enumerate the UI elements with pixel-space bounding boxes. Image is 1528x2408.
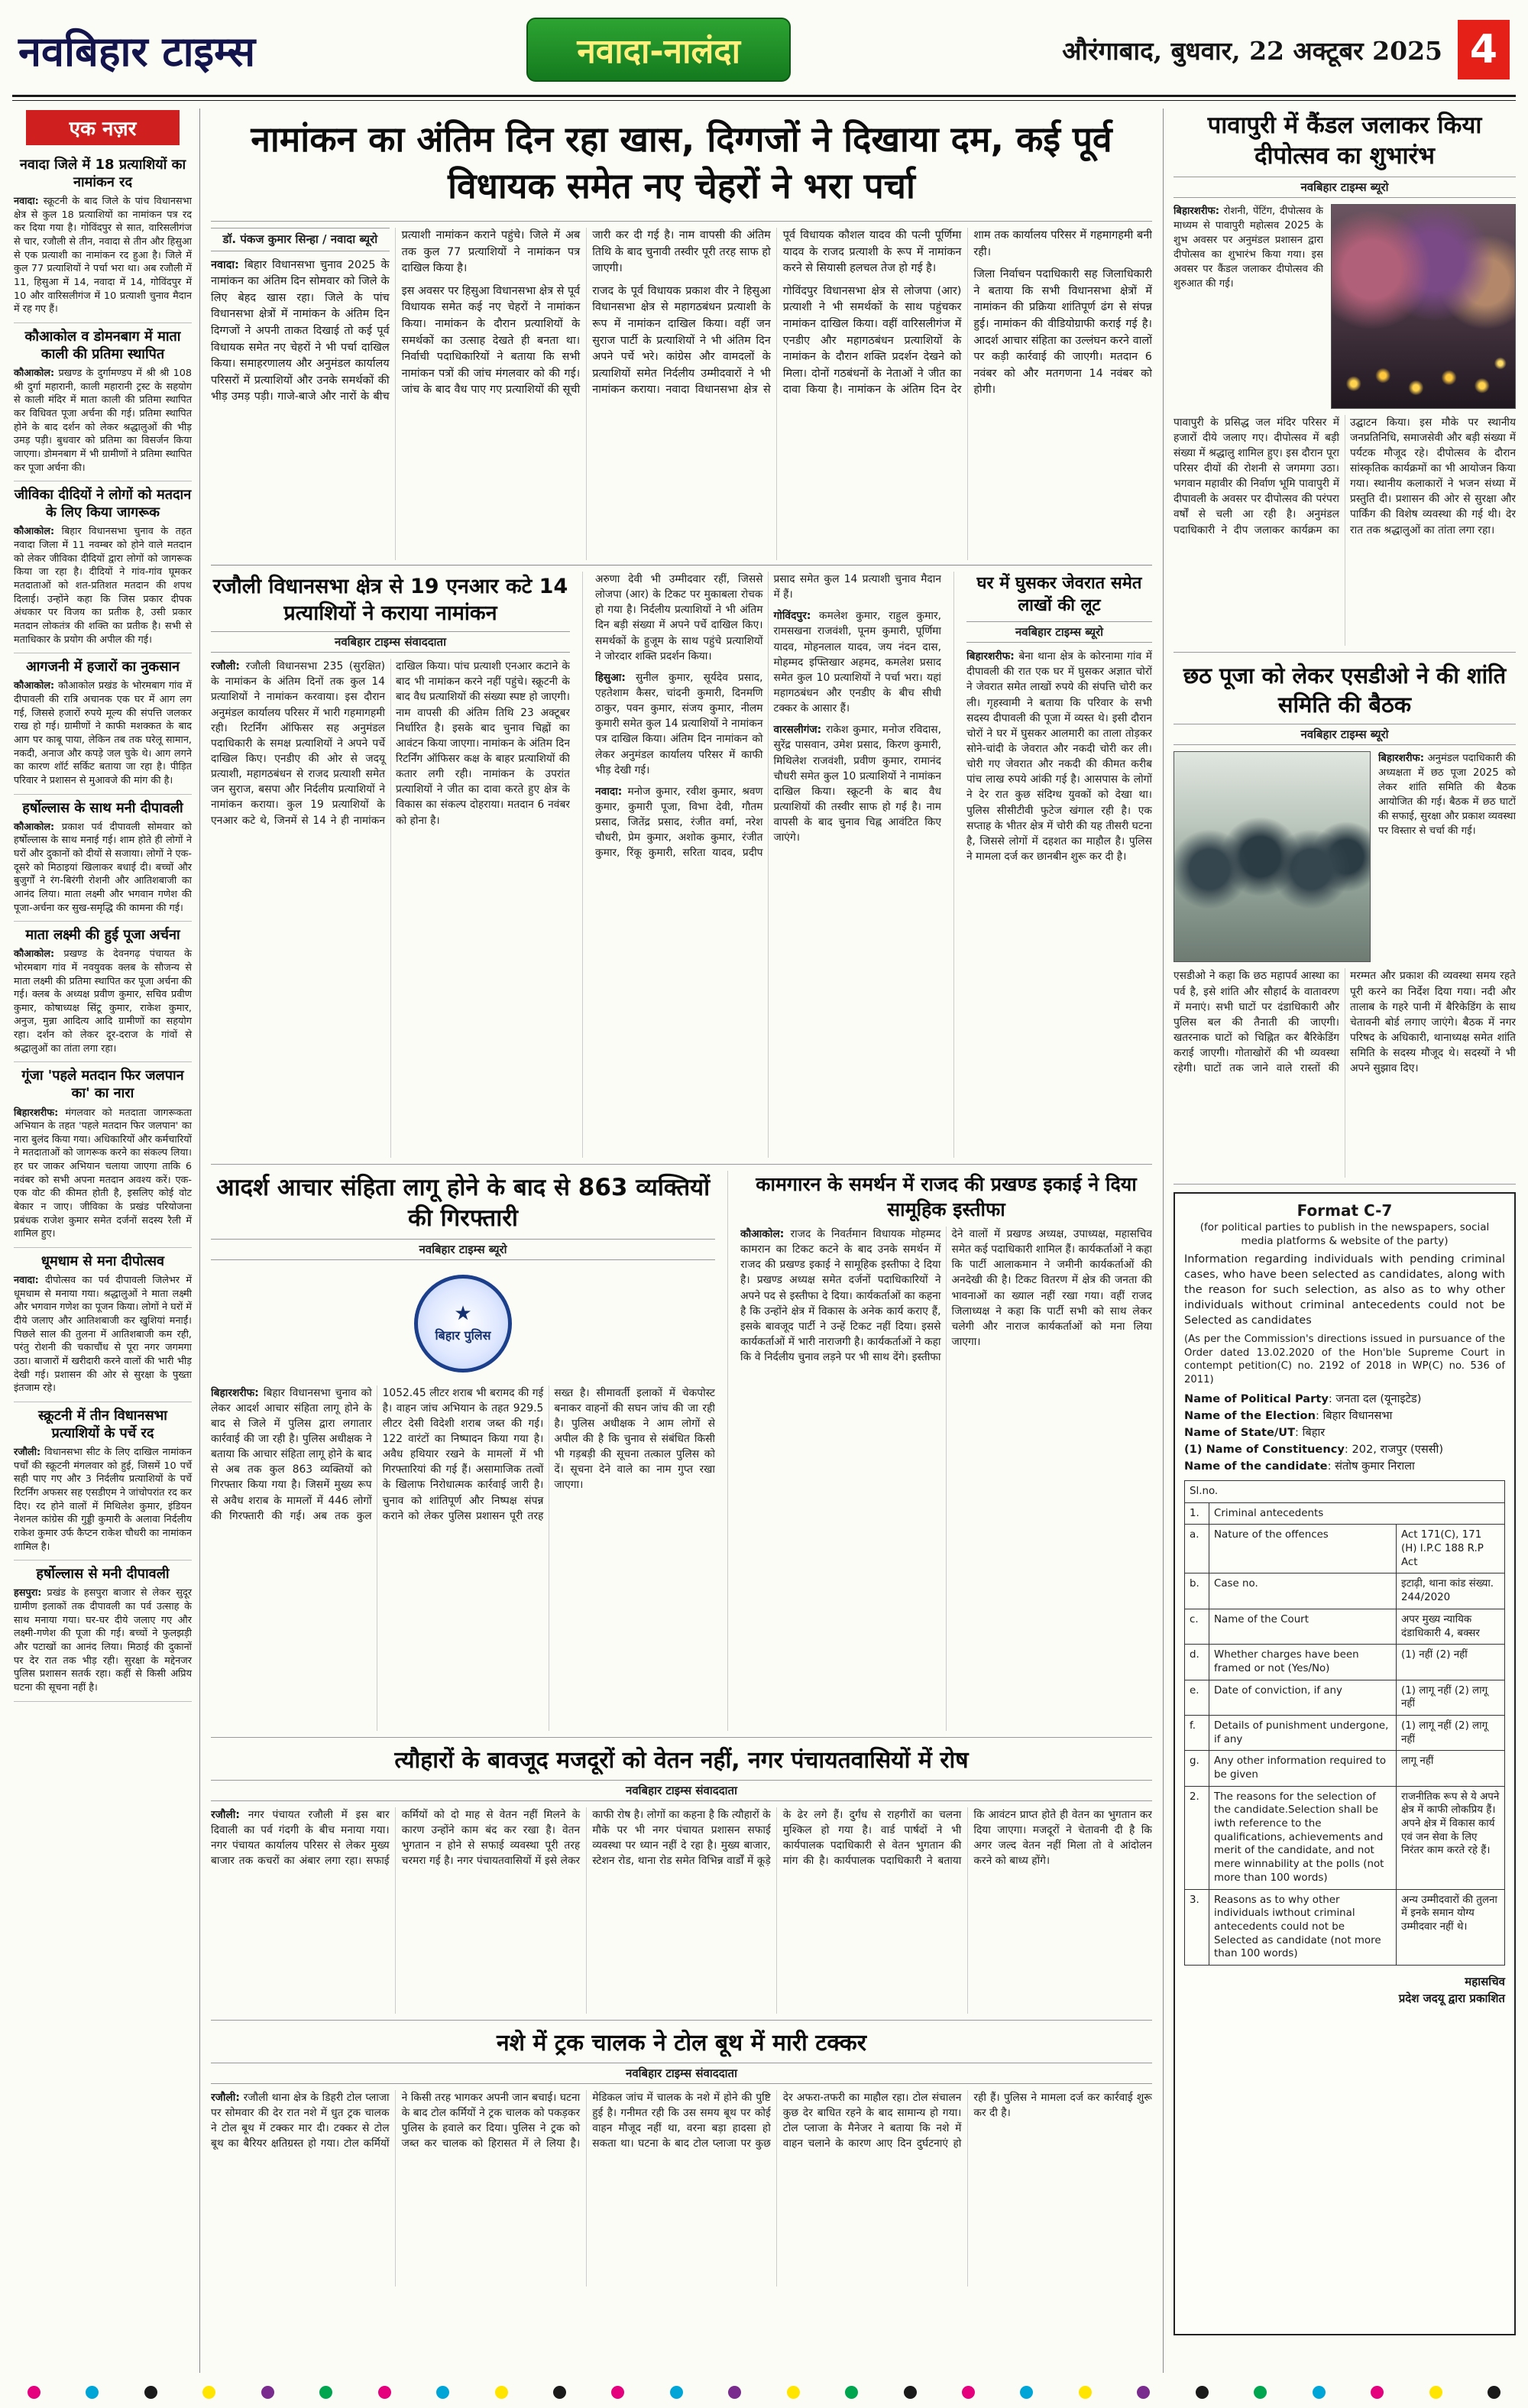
dateline-lead: रजौली: bbox=[14, 1447, 41, 1459]
field-value: : 202, राजपुर (एससी) bbox=[1344, 1443, 1444, 1457]
paragraph-text: एसडीओ ने कहा कि छठ महापर्व आस्था का पर्व है, इसे शांति और सौहार्द के वातावरण में मनाएं। सभी घाटों पर दंडाधिकारी और पुलिस बल की तैनाती की जाएगी। खतरनाक घाटों को चिह्नित कर बैरिकेडिंग कराई जाएगी। गोताखोरों की भी व्यवस्था रहेगी। घाटों तक जाने वाले रास्तों की मरम्मत और प्रकाश की व्यवस्था समय रहते पूरी करने का निर्देश दिया गया। नदी और तालाब के गहरे पानी में बैरिकेडिंग के साथ चेतावनी बोर्ड लगाए जाएंगे। बैठक में नगर परिषद के अधिकारी, थानाध्यक्ष समेत शांति समिति के सदस्य मौजूद थे। सदस्यों ने भी अपने सुझाव दिए। bbox=[1174, 970, 1516, 1075]
row-key-cell: a. bbox=[1185, 1525, 1209, 1573]
color-registration-dot bbox=[1196, 2386, 1209, 2399]
row-key-cell: c. bbox=[1185, 1609, 1209, 1644]
article-body bbox=[211, 1807, 1152, 2014]
paragraph-text: राजद के पूर्व विधायक प्रकाश वीर ने हिसुआ विधानसभा क्षेत्र से महागठबंधन प्रत्याशी के रूप में नामांकन दाखिल किया। वहीं जन सुराज पार्टी के प्रत्याशियों ने भी अंतिम दिन अपने पर्चे भरे। कांग्रेस और वामदलों के प्रत्याशियों समेत निर्दलीय उम्मीदवारों ने भी नामांकन कराया। नवादा विधानसभा क्षेत्र से पूर्व विधायक कौशल यादव की पत्नी पूर्णिमा यादव के राजद प्रत्याशी के रूप में नामांकन करने से सियासी हलचल तेज हो गई है। bbox=[592, 229, 962, 397]
signatory-title: महासचिव bbox=[1465, 1974, 1505, 1988]
row-label-cell: Details of punishment undergone, if any bbox=[1209, 1715, 1397, 1750]
color-registration-dot bbox=[1313, 2386, 1326, 2399]
field-value: : संतोष कुमार निराला bbox=[1327, 1460, 1415, 1473]
sidebar-article-body bbox=[14, 679, 192, 787]
table-row bbox=[1185, 1715, 1505, 1750]
color-registration-dot bbox=[495, 2386, 508, 2399]
color-registration-marks bbox=[28, 2385, 1500, 2399]
row-value-cell: (1) लागू नहीं (2) लागू नहीं bbox=[1397, 1715, 1505, 1750]
color-registration-dot bbox=[611, 2386, 624, 2399]
article-byline: नवबिहार टाइम्स ब्यूरो bbox=[211, 1239, 715, 1260]
article-body bbox=[211, 659, 570, 1158]
middle-band bbox=[211, 572, 1152, 1165]
paragraph-text: गोविंदपुर विधानसभा क्षेत्र से लोजपा (आर) प्रत्याशी ने भी समर्थकों के साथ पहुंचकर नामांकन दाखिल किया। वहीं वारिसलीगंज में एनडीए और महागठबंधन प्रत्याशियों के नामांकन के दौरान शक्ति प्रदर्शन देखने को मिला। दोनों गठबंधनों के नेताओं ने जीत का दावा किया है। नामांकन के अंतिम दिन देर शाम तक कार्यालय परिसर में गहमागहमी बनी रही। bbox=[782, 229, 1152, 397]
masthead-rule bbox=[12, 95, 1516, 101]
notice-intro: Information regarding individuals with pending criminal cases, who have been selected as candidates, along with the reason for such selection, as also as to why other individuals without criminal antecedents could not be Selected as candidates bbox=[1184, 1253, 1505, 1327]
paragraph-text: रोशनी, पेंटिंग, दीपोत्सव के माध्यम से पावापुरी महोत्सव 2025 के शुभ अवसर पर अनुमंडल प्रशासन द्वारा दीपोत्सव का शुभारंभ किया गया। इस अवसर पर कैंडल जलाकर दीपोत्सव की शुरुआत की गई। bbox=[1174, 205, 1323, 290]
color-registration-dot bbox=[787, 2386, 800, 2399]
dateline-lead: कौआकोल: bbox=[14, 948, 55, 961]
lead-article-body bbox=[211, 228, 1152, 566]
page-number-badge: 4 bbox=[1458, 20, 1510, 79]
dateline-lead: नवादा: bbox=[211, 258, 239, 271]
format-c7-table bbox=[1184, 1480, 1505, 1966]
row-number-cell: 1. bbox=[1185, 1502, 1209, 1525]
row-value-cell: (1) लागू नहीं (2) लागू नहीं bbox=[1397, 1680, 1505, 1715]
paragraph-text: अनुमंडल पदाधिकारी की अध्यक्षता में छठ पूजा 2025 को लेकर शांति समिति की बैठक आयोजित की गई। बैठक में छठ घाटों की सफाई, सुरक्षा और प्रकाश व्यवस्था पर विस्तार से चर्चा की गई। bbox=[1378, 753, 1516, 838]
sidebar-article-headline: हर्षोल्लास से मनी दीपावली bbox=[36, 1566, 170, 1583]
main-section bbox=[211, 109, 1152, 2373]
dateline-lead: रजौली: bbox=[211, 660, 240, 673]
notice-field bbox=[1184, 1426, 1505, 1441]
row-label-cell: Name of the Court bbox=[1209, 1609, 1397, 1644]
sidebar-article bbox=[14, 151, 192, 323]
lead-headline: नामांकन का अंतिम दिन रहा खास, दिग्गजों ने दिखाया दम, कई पूर्व विधायक समेत नए चेहरों ने भरा पर्चा bbox=[211, 109, 1152, 222]
dateline-lead: नवादा: bbox=[14, 196, 39, 208]
paragraph-text: मनोज कुमार, रवीश कुमार, श्रवण कुमार, कुमारी पूजा, विभा देवी, गौतम प्रसाद, जितेंद्र प्रसाद, रंजीत वर्मा, नरेश चौधरी, प्रेम कुमार, अशोक कुमार, रंजीत कुमार, रिंकू कुमारी, सरिता यादव, प्रदीप प्रसाद समेत कुल 14 प्रत्याशी चुनाव मैदान में हैं। bbox=[595, 573, 941, 860]
bihar-police-logo bbox=[414, 1275, 512, 1373]
article-headline: कामगारन के समर्थन में राजद की प्रखण्ड इकाई ने दिया सामूहिक इस्तीफा bbox=[756, 1173, 1137, 1220]
sidebar-article bbox=[14, 653, 192, 794]
dateline-lead: नवादा: bbox=[595, 785, 623, 798]
section-label: नवादा-नालंदा bbox=[577, 32, 741, 71]
row-label-cell: Criminal antecedents bbox=[1209, 1502, 1505, 1525]
field-label: (1) Name of Constituency bbox=[1184, 1443, 1345, 1457]
dateline-lead: हिसुआ: bbox=[595, 671, 626, 684]
dateline-lead: रजौली: bbox=[211, 1809, 240, 1821]
color-registration-dot bbox=[144, 2386, 157, 2399]
paragraph-text: राजद के निवर्तमान विधायक मोहम्मद कामरान का टिकट कटने के बाद उनके समर्थन में राजद की प्रखण्ड इकाई ने सामूहिक इस्तीफा दे दिया है। प्रखण्ड अध्यक्ष समेत दर्जनों पदाधिकारियों ने अपने पद से इस्तीफा दे दिया। कार्यकर्ताओं का कहना है कि उन्होंने क्षेत्र में विकास के अनेक कार्य कराए हैं, इसके बावजूद पार्टी ने उन्हें टिकट नहीं दिया। इससे कार्यकर्ताओं में भारी नाराजगी है। कार्यकर्ताओं ने कहा कि वे निर्दलीय चुनाव लड़ने पर भी साथ देंगे। इस्तीफा देने वालों में प्रखण्ड अध्यक्ष, उपाध्यक्ष, महासचिव समेत कई पदाधिकारी शामिल हैं। कार्यकर्ताओं ने कहा कि पार्टी आलाकमान ने जमीनी कार्यकर्ताओं की अनदेखी की है। टिकट वितरण में क्षेत्र की जनता की भावनाओं का ख्याल नहीं रखा गया। वहीं राजद जिलाध्यक्ष ने कहा कि पार्टी सभी को साथ लेकर चलेगी और नाराज कार्यकर्ताओं को मना लिया जाएगा। bbox=[740, 1228, 1152, 1364]
article-body-continued bbox=[1174, 968, 1516, 1178]
sidebar-article bbox=[14, 1248, 192, 1402]
notice-signature-block bbox=[1184, 1973, 1505, 2008]
sidebar-article-text: बिहार विधानसभा चुनाव के तहत नवादा जिला में 11 नवम्बर को होने वाले मतदान को लेकर जीविका दीदियों द्वारा लोगों को जागरूक किया जा रहा है। दीदियों ने गांव-गांव घूमकर मतदाताओं को शत-प्रतिशत मतदान की शपथ दिलाई। उन्होंने कहा कि जिस प्रकार दीपक अंधकार पर विजय का प्रतीक है, उसी प्रकार मतदान लोकतंत्र की शक्ति का प्रतीक है। सभी से मताधिकार के प्रयोग की अपील की गई। bbox=[14, 526, 192, 646]
truck-band bbox=[211, 2027, 1152, 2293]
row-label-cell: Reasons as to why other individuals iwthout criminal antecedents could not be Selected as candidate (not more than 100 words) bbox=[1209, 1889, 1397, 1965]
color-registration-dot bbox=[202, 2386, 215, 2399]
article-byline: नवबिहार टाइम्स संवाददाता bbox=[211, 1780, 1152, 1801]
row-value-cell: अपर मुख्य न्यायिक दंडाधिकारी 4, बक्सर bbox=[1397, 1609, 1505, 1644]
police-emblem-star-icon: ★ bbox=[454, 1301, 472, 1325]
color-registration-dot bbox=[1254, 2386, 1267, 2399]
lead-paragraph bbox=[595, 572, 763, 664]
sidebar-article-body bbox=[14, 367, 192, 475]
field-value: : जनता दल (यूनाइटेड) bbox=[1328, 1392, 1422, 1406]
dateline-lead: रजौली: bbox=[211, 2092, 240, 2104]
lead-paragraph bbox=[973, 267, 1152, 399]
color-registration-dot bbox=[1429, 2386, 1442, 2399]
masthead bbox=[18, 11, 1510, 89]
row-label-cell: Date of conviction, if any bbox=[1209, 1680, 1397, 1715]
sidebar-article-body bbox=[14, 1274, 192, 1395]
article-byline: नवबिहार टाइम्स ब्यूरो bbox=[1174, 177, 1516, 198]
notice-order-reference: (As per the Commission's directions issued in pursuance of the Order dated 13.02.2020 of the Hon'ble Supreme Court in contempt petition(C) no. 2192 of 2018 in WP(C) no. 536 of 2011) bbox=[1184, 1334, 1505, 1385]
row-label-cell: Case no. bbox=[1209, 1573, 1397, 1609]
sidebar-article-headline: हर्षोल्लास के साथ मनी दीपावली bbox=[22, 799, 183, 816]
dateline-lead: बिहारशरीफ: bbox=[211, 1386, 259, 1399]
dateline-lead: बिहारशरीफ: bbox=[14, 1107, 59, 1119]
lead-paragraph bbox=[595, 670, 763, 778]
article-pavapuri-deepotsav bbox=[1174, 109, 1516, 653]
article-body bbox=[966, 649, 1152, 1158]
sidebar-article-text: प्रखंड के हसपुरा बाजार से लेकर सुदूर ग्रामीण इलाकों तक दीपावली का पर्व उत्साह के साथ मनाया गया। घर-घर दीये जलाए गए और लक्ष्मी-गणेश की पूजा की गई। बच्चों ने फुलझड़ी और पटाखों का आनंद लिया। मिठाई की दुकानों पर देर रात तक भीड़ रही। सुरक्षा के मद्देनजर पुलिस प्रशासन सतर्क रहा। कहीं से किसी अप्रिय घटना की सूचना नहीं है। bbox=[14, 1587, 192, 1693]
sidebar-article bbox=[14, 323, 192, 481]
row-label-cell: Any other information required to be given bbox=[1209, 1751, 1397, 1786]
paragraph-text: बिहार विधानसभा चुनाव 2025 के नामांकन का अंतिम दिन सोमवार को जिले के लिए बेहद खास रहा। जिले के पांच विधानसभा क्षेत्रों में नामांकन के अंतिम दिन दिग्गजों ने अपनी ताकत दिखाई तो कई पूर्व विधायक समेत नए चेहरों ने भी पर्चा दाखिल किया। समाहरणालय और अनुमंडल कार्यालय परिसरों में प्रत्याशियों और उनके समर्थकों की भीड़ उमड़ पड़ी। गाजे-बाजे और नारों के बीच प्रत्याशी नामांकन कराने पहुंचे। जिले में अब तक कुल 77 प्रत्याशियों ने नामांकन पत्र दाखिल किया है। bbox=[211, 229, 581, 403]
dateline-lead: कौआकोल: bbox=[14, 680, 55, 692]
sidebar-article-headline: धूमधाम से मना दीपोत्सव bbox=[40, 1253, 165, 1270]
dateline-lead: बिहारशरीफ: bbox=[966, 650, 1015, 663]
field-label: Name of the candidate bbox=[1184, 1460, 1328, 1473]
paper-name: नवबिहार टाइम्स bbox=[18, 28, 256, 76]
logo-row bbox=[211, 1266, 715, 1381]
lead-byline: डॉ. पंकज कुमार सिन्हा / नवादा ब्यूरो bbox=[211, 228, 390, 251]
color-registration-dot bbox=[845, 2386, 858, 2399]
article-byline: नवबिहार टाइम्स संवाददाता bbox=[211, 631, 570, 653]
row-value-cell: राजनीतिक रूप से ये अपने क्षेत्र में काफी लोकप्रिय हैं। अपने क्षेत्र में विकास कार्य एवं जन सेवा के लिए निरंतर काम करते रहे हैं। bbox=[1397, 1786, 1505, 1889]
color-registration-dot bbox=[728, 2386, 741, 2399]
article-body bbox=[595, 572, 941, 1158]
color-registration-dot bbox=[962, 2386, 975, 2399]
paragraph-text: रजौली थाना क्षेत्र के डिहरी टोल प्लाजा पर सोमवार की देर रात नशे में धुत ट्रक चालक ने टोल बूथ में टक्कर मार दी। टक्कर से टोल बूथ का बैरियर क्षतिग्रस्त हो गया। टोल कर्मियों ने किसी तरह भागकर अपनी जान बचाई। घटना के बाद टोल कर्मियों ने ट्रक चालक को पकड़कर पुलिस के हवाले कर दिया। पुलिस ने ट्रक को जब्त कर चालक को हिरासत में ले लिया है। मेडिकल जांच में चालक के नशे में होने की पुष्टि हुई है। गनीमत रही कि उस समय बूथ पर कोई वाहन मौजूद नहीं था, वरना बड़ा हादसा हो सकता था। घटना के बाद टोल प्लाजा पर कुछ देर अफरा-तफरी का माहौल रहा। टोल संचालन कुछ देर बाधित रहने के बाद सामान्य हो गया। टोल प्लाजा के मैनेजर ने बताया कि नशे में वाहन चलाने के कारण आए दिन दुर्घटनाएं हो रही हैं। पुलिस ने मामला दर्ज कर कार्रवाई शुरू कर दी है। bbox=[211, 2092, 1152, 2150]
dateline-lead: गोविंदपुर: bbox=[773, 610, 811, 623]
dateline-lead: कौआकोल: bbox=[14, 821, 55, 833]
briefs-section-title: एक नज़र bbox=[26, 110, 180, 145]
row-value-cell: अन्य उम्मीदवारों की तुलना में इनके समान योग्य उम्मीदवार नहीं थे। bbox=[1397, 1889, 1505, 1965]
row-number-cell: 3. bbox=[1185, 1889, 1209, 1965]
color-registration-dot bbox=[319, 2386, 332, 2399]
article-headline: रजौली विधानसभा क्षेत्र से 19 एनआर कटे 14 प्रत्याशियों ने कराया नामांकन bbox=[212, 575, 568, 626]
article-body bbox=[1174, 204, 1323, 409]
sidebar-article-headline: आगजनी में हजारों का नुकसान bbox=[25, 659, 180, 676]
color-registration-dot bbox=[1137, 2386, 1150, 2399]
table-row bbox=[1185, 1786, 1505, 1889]
sidebar-article-body bbox=[14, 821, 192, 916]
field-label: Name of State/UT bbox=[1184, 1426, 1296, 1440]
sidebar-article-text: विधानसभा सीट के लिए दाखिल नामांकन पर्चों की स्क्रूटनी मंगलवार को हुई, जिसमें 10 पर्चे सही पाए गए और 3 निर्दलीय प्रत्याशियों के पर्चे रिटर्निंग अफसर सह एसडीएम ने जांचोपरांत रद कर दिए। रद होने वालों में मिथिलेश कुमार, इंडियन नेशनल कांग्रेस की गुड्डी कुमारी के अलावा निर्दलीय राकेश कुमार उर्फ कैप्टन राकेश चौधरी का नामांकन शामिल है। bbox=[14, 1447, 192, 1553]
table-row bbox=[1185, 1680, 1505, 1715]
color-registration-dot bbox=[553, 2386, 566, 2399]
article-rajauli-nominations bbox=[211, 572, 570, 1158]
article-body bbox=[211, 2090, 1152, 2286]
lead-paragraph bbox=[774, 722, 942, 845]
sidebar-article bbox=[14, 1062, 192, 1248]
police-logo-label: बिहार पुलिस bbox=[435, 1327, 491, 1343]
format-c7-notice bbox=[1174, 1192, 1516, 2335]
sidebar-article-headline: माता लक्ष्मी की हुई पूजा अर्चना bbox=[25, 927, 180, 944]
field-value: : बिहार विधानसभा bbox=[1315, 1409, 1393, 1423]
article-body bbox=[740, 1227, 1152, 1731]
color-registration-dot bbox=[904, 2386, 917, 2399]
notice-subtitle: (for political parties to publish in the newspapers, social media platforms & website of the party) bbox=[1199, 1221, 1490, 1247]
edition-dateline: औरंगाबाद, बुधवार, 22 अक्टूबर 2025 bbox=[1062, 35, 1442, 66]
row-label-cell: Whether charges have been framed or not (Yes/No) bbox=[1209, 1645, 1397, 1680]
sidebar-article-body bbox=[14, 525, 192, 647]
color-registration-dot bbox=[86, 2386, 99, 2399]
notice-title: Format C-7 bbox=[1297, 1201, 1393, 1220]
field-label: Name of the Election bbox=[1184, 1409, 1316, 1423]
row-key-cell: d. bbox=[1185, 1645, 1209, 1680]
paragraph-text: नगर पंचायत रजौली में इस बार दिवाली का पर्व गंदगी के बीच मनाया गया। नगर पंचायत कार्यालय परिसर से लेकर मुख्य बाजार तक कचरों का अंबार लगा रहा। सफाई कर्मियों को दो माह से वेतन नहीं मिलने के कारण उन्होंने काम बंद कर रखा है। वेतन भुगतान न होने से सफाई व्यवस्था पूरी तरह चरमरा गई है। नगर पंचायतवासियों में इसे लेकर काफी रोष है। लोगों का कहना है कि त्यौहारों के मौके पर भी नगर पंचायत प्रशासन सफाई व्यवस्था पर ध्यान नहीं दे रहा है। मुख्य बाजार, स्टेशन रोड, थाना रोड समेत विभिन्न वार्डों में कूड़े के ढेर लगे हैं। दुर्गंध से राहगीरों का चलना मुश्किल हो गया है। वार्ड पार्षदों ने भी कार्यपालक पदाधिकारी से वेतन भुगतान की मांग की है। कार्यपालक पदाधिकारी ने बताया कि आवंटन प्राप्त होते ही वेतन का भुगतान कर दिया जाएगा। मजदूरों ने चेतावनी दी है कि अगर जल्द वेतन नहीं मिला तो वे आंदोलन करने को बाध्य होंगे। bbox=[211, 1809, 1152, 1868]
color-registration-dot bbox=[670, 2386, 683, 2399]
lead-article-continuation bbox=[582, 572, 941, 1158]
article-headline: घर में घुसकर जेवरात समेत लाखों की लूट bbox=[976, 574, 1142, 615]
sidebar-article-headline: कौआकोल व डोमनबाग में माता काली की प्रतिमा स्थापित bbox=[24, 328, 181, 362]
sidebar-article-headline: जीविका दीदियों ने लोगों को मतदान के लिए किया जागरूक bbox=[14, 487, 192, 521]
dateline-lead: बिहारशरीफ: bbox=[1174, 205, 1219, 217]
table-row bbox=[1185, 1525, 1505, 1573]
paragraph-text: इस अवसर पर हिसुआ विधानसभा क्षेत्र से पूर्व विधायक समेत कई नए चेहरों ने नामांकन किया। नामांकन के दौरान प्रत्याशियों के समर्थकों का उत्साह देखते ही बनता था। निर्वाची पदाधिकारियों ने बताया कि सभी नामांकन पत्रों की जांच मंगलवार को की गई। जांच के बाद वैध पाए गए प्रत्याशियों की सूची जारी कर दी गई है। नाम वापसी की अंतिम तिथि के बाद चुनावी तस्वीर पूरी तरह साफ हो जाएगी। bbox=[401, 229, 771, 397]
dateline-lead: नवादा: bbox=[14, 1275, 39, 1287]
paragraph-text: राकेश कुमार, मनोज रविदास, सुरेंद्र पासवान, उमेश प्रसाद, किरण कुमारी, मिथिलेश राजवंशी, प्रवीण कुमार, रामानंद चौधरी समेत कुल 10 प्रत्याशियों ने नामांकन दाखिल किया। स्क्रूटनी के बाद वैध प्रत्याशियों की तस्वीर साफ हो गई है। नाम वापसी के बाद चुनाव चिह्न आवंटित किए जाएंगे। bbox=[773, 724, 941, 844]
chhath-meeting-photo bbox=[1174, 751, 1371, 962]
sidebar-article-text: दीपोत्सव का पर्व दीपावली जिलेभर में धूमधाम से मनाया गया। श्रद्धालुओं ने माता लक्ष्मी और भगवान गणेश का पूजन किया। लोगों ने घरों में दीये जलाए और आतिशबाजी कर खुशियां मनाईं। पिछले साल की तुलना में आतिशबाजी कम रही, परंतु रोशनी की चकाचौंध से पूरा नगर जगमगा उठा। बाजारों में खरीदारी करने वालों की भारी भीड़ देखी गई। प्रशासन की ओर से सुरक्षा के पुख्ता इंतजाम रहे। bbox=[14, 1275, 192, 1395]
color-registration-dot bbox=[1371, 2386, 1384, 2399]
article-burglary bbox=[953, 572, 1152, 1158]
sidebar-article-text: स्क्रूटनी के बाद जिले के पांच विधानसभा क्षेत्र से कुल 18 प्रत्याशियों का नामांकन पत्र रद कर दिया गया है। गोविंदपुर से सात, वारिसलीगंज से चार, रजौली से तीन, नवादा से तीन और हिसुआ से एक प्रत्याशी का नामांकन रद हुआ है। जिले में कुल 77 प्रत्याशियों ने पर्चा भरा था। अब रजौली में 11, हिसुआ में 14, नवादा में 14, गोविंदपुर में 10 और वारिसलीगंज में 10 प्रत्याशी चुनाव मैदान में रह गए हैं। bbox=[14, 196, 192, 316]
sidebar-article-text: कौआकोल प्रखंड के भोरमबाग गांव में दीपावली की रात्रि अचानक एक घर में आग लग गई, जिससे हजारों रुपये मूल्य की संपत्ति जलकर राख हो गई। ग्रामीणों ने काफी मशक्कत के बाद आग पर काबू पाया, लेकिन तब तक घरेलू सामान, नकदी, अनाज और कपड़े जल चुके थे। आग लगने का कारण शॉर्ट सर्किट बताया जा रहा है। पीड़ित परिवार ने प्रशासन से मुआवजे की मांग की है। bbox=[14, 680, 192, 786]
sidebar-article-body bbox=[14, 948, 192, 1055]
dateline-lead: कौआकोल: bbox=[14, 526, 55, 538]
dateline-lead: कौआकोल: bbox=[740, 1228, 785, 1240]
sidebar-article-text: प्रखण्ड के दुर्गामण्डप में श्री श्री 108 श्री दुर्गा महारानी, काली महारानी ट्रस्ट के सहयोग से काली मंदिर में माता काली की प्रतिमा स्थापित कर विधिवत पूजा अर्चना की गई। प्रतिमा स्थापित होने के बाद दर्शन को लेकर श्रद्धालुओं की भीड़ उमड़ पड़ी। बुधवार को प्रतिमा का विसर्जन किया जाएगा। डोमनबाग में भी ग्रामीणों ने प्रतिमा स्थापित कर पूजा अर्चना की। bbox=[14, 368, 192, 474]
row-value-cell: इटाढ़ी, थाना कांड संख्या. 244/2020 bbox=[1397, 1573, 1505, 1609]
table-row bbox=[1185, 1502, 1505, 1525]
table-row bbox=[1185, 1609, 1505, 1644]
paragraph-text: अरुणा देवी भी उम्मीदवार रहीं, जिससे लोजपा (आर) के टिकट पर मुकाबला रोचक हो गया है। निर्दलीय प्रत्याशियों ने भी अंतिम दिन बड़ी संख्या में अपने पर्चे दाखिल किए। समर्थकों के हुजूम के साथ पहुंचे प्रत्याशियों ने जोरदार शक्ति प्रदर्शन किया। bbox=[595, 573, 763, 663]
sidebar-article-headline: स्क्रूटनी में तीन विधानसभा प्रत्याशियों के पर्चे रद bbox=[38, 1408, 167, 1442]
sidebar-article-body bbox=[14, 1586, 192, 1694]
article-unpaid-wages bbox=[211, 1744, 1152, 2014]
article-headline: त्यौहारों के बावजूद मजदूरों को वेतन नहीं, नगर पंचायतवासियों में रोष bbox=[394, 1747, 969, 1774]
lead-paragraph bbox=[774, 608, 942, 716]
section-banner bbox=[526, 18, 791, 82]
article-body bbox=[211, 1385, 715, 1731]
article-headline: पावापुरी में कैंडल जलाकर किया दीपोत्सव का शुभारंभ bbox=[1207, 112, 1482, 170]
paragraph-text: पावापुरी के प्रसिद्ध जल मंदिर परिसर में हजारों दीये जलाए गए। दीपोत्सव में बड़ी संख्या में श्रद्धालु शामिल हुए। इस दौरान पूरा परिसर दीयों की रोशनी से जगमगा उठा। भगवान महावीर की निर्वाण भूमि पावापुरी में दीपावली के अवसर पर दीपोत्सव की परंपरा वर्षों से चली आ रही है। अनुमंडल पदाधिकारी ने दीप जलाकर कार्यक्रम का उद्घाटन किया। इस मौके पर स्थानीय जनप्रतिनिधि, समाजसेवी और बड़ी संख्या में पर्यटक मौजूद रहे। दीपोत्सव के दौरान सांस्कृतिक कार्यक्रमों का भी आयोजन किया गया। स्थानीय कलाकारों ने भजन संध्या में प्रस्तुति दी। प्रशासन की ओर से सुरक्षा और पार्किंग की विशेष व्यवस्था की गई थी। देर रात तक श्रद्धालुओं का तांता लगा रहा। bbox=[1174, 416, 1516, 536]
article-body bbox=[1378, 751, 1516, 962]
row-label-cell: The reasons for the selection of the candidate.Selection shall be iwth reference to the qualifications, achievements and merit of the candidate, and not mere winnability at the polls (not more than 100 words) bbox=[1209, 1786, 1397, 1889]
row-key-cell: f. bbox=[1185, 1715, 1209, 1750]
sidebar-article bbox=[14, 922, 192, 1062]
table-row bbox=[1185, 1751, 1505, 1786]
sidebar-article-headline: गूंजा 'पहले मतदान फिर जलपान का' का नारा bbox=[21, 1068, 184, 1102]
dateline-lead: कौआकोल: bbox=[14, 368, 55, 380]
row-key-cell: e. bbox=[1185, 1680, 1209, 1715]
notice-field bbox=[1184, 1392, 1505, 1407]
table-row bbox=[1185, 1573, 1505, 1609]
sidebar-article-text: प्रकाश पर्व दीपावली सोमवार को हर्षोल्लास के साथ मनाई गई। शाम होते ही लोगों ने घरों और दुकानों को दीयों से सजाया। लोगों ने एक-दूसरे को मिठाइयां खिलाकर बधाई दी। बच्चों और बुजुर्गों ने रंग-बिरंगी रोशनी और आतिशबाजी का आनंद लिया। माता लक्ष्मी और भगवान गणेश की पूजा-अर्चना कर सुख-समृद्धि की कामना की गई। bbox=[14, 821, 192, 914]
notice-field bbox=[1184, 1460, 1505, 1474]
color-registration-dot bbox=[28, 2386, 40, 2399]
sidebar-article bbox=[14, 481, 192, 653]
briefs-sidebar bbox=[12, 109, 200, 2373]
color-registration-dot bbox=[261, 2386, 274, 2399]
row-key-cell: g. bbox=[1185, 1751, 1209, 1786]
row-value-cell: लागू नहीं bbox=[1397, 1751, 1505, 1786]
paragraph-text: कमलेश कुमार, राहुल कुमार, रामसखना राजवंशी, पूनम कुमारी, पूर्णिमा यादव, मोहनलाल यादव, जय नंदन दास, मोहम्मद इफ्तिखार अहमद, कमलेश प्रसाद समेत कुल 10 प्रत्याशियों ने पर्चा भरा। यहां महागठबंधन और एनडीए के बीच सीधी टक्कर के आसार हैं। bbox=[773, 610, 941, 715]
article-media-row bbox=[1174, 751, 1516, 962]
paragraph-text: रजौली विधानसभा 235 (सुरक्षित) के नामांकन के अंतिम दिनों तक कुल 14 प्रत्याशियों ने नामांकन करवाया। इस दौरान अनुमंडल कार्यालय परिसर में भारी गहमागहमी रही। रिटर्निंग ऑफिसर सह अनुमंडल पदाधिकारी के समक्ष प्रत्याशियों ने अपने पर्चे दाखिल किए। एनडीए की ओर से जदयू प्रत्याशी, महागठबंधन से राजद प्रत्याशी समेत जन सुराज, बसपा और निर्दलीय प्रत्याशियों ने नामांकन कराया। कुल 19 प्रत्याशियों के एनआर कटे थे, जिनमें से 14 ने ही नामांकन दाखिल किया। पांच प्रत्याशी एनआर कटाने के बाद भी नामांकन करने नहीं पहुंचे। स्क्रूटनी के बाद वैध प्रत्याशियों की संख्या स्पष्ट हो जाएगी। नाम वापसी की अंतिम तिथि 23 अक्टूबर निर्धारित है। इसके बाद चुनाव चिह्नों का आवंटन किया जाएगा। नामांकन के अंतिम दिन रिटर्निंग ऑफिसर कक्ष के बाहर प्रत्याशियों की कतार लगी रही। नामांकन के उपरांत प्रत्याशियों ने जीत का दावा करते हुए क्षेत्र के विकास का संकल्प दोहराया। मतदान 6 नवंबर को होना है। bbox=[211, 660, 570, 827]
field-value: : बिहार bbox=[1295, 1426, 1326, 1440]
dateline-lead: वारसलीगंज: bbox=[773, 724, 822, 737]
article-code-of-conduct-arrests bbox=[211, 1171, 715, 1731]
article-headline: आदर्श आचार संहिता लागू होने के बाद से 863 व्यक्तियों की गिरफ्तारी bbox=[215, 1174, 711, 1233]
right-column bbox=[1163, 109, 1516, 2373]
article-byline: नवबिहार टाइम्स संवाददाता bbox=[211, 2063, 1152, 2084]
sidebar-article bbox=[14, 795, 192, 922]
page-content bbox=[12, 109, 1516, 2373]
sidebar-article-headline: नवादा जिले में 18 प्रत्याशियों का नामांकन रद bbox=[19, 157, 186, 191]
dateline-lead: हसपुरा: bbox=[14, 1587, 42, 1599]
paragraph-text: जिला निर्वाचन पदाधिकारी सह जिलाधिकारी ने बताया कि सभी विधानसभा क्षेत्रों में नामांकन की प्रक्रिया शांतिपूर्ण ढंग से संपन्न हुई। नामांकन की वीडियोग्राफी कराई गई है। आदर्श आचार संहिता का उल्लंघन करने वालों पर कड़ी कार्रवाई की जाएगी। मतदान 6 नवंबर को और मतगणना 14 नवंबर को होगी। bbox=[973, 268, 1152, 397]
sidebar-article-body bbox=[14, 1107, 192, 1242]
sidebar-article bbox=[14, 1402, 192, 1561]
color-registration-dot bbox=[436, 2386, 449, 2399]
color-registration-dot bbox=[378, 2386, 391, 2399]
row-number-cell: 2. bbox=[1185, 1786, 1209, 1889]
article-truck-crash bbox=[211, 2027, 1152, 2286]
lower-band bbox=[211, 1171, 1152, 1738]
dateline-lead: बिहारशरीफ: bbox=[1378, 753, 1424, 765]
article-rjd-resignation bbox=[727, 1171, 1152, 1731]
publisher-line: प्रदेश जदयू द्वारा प्रकाशित bbox=[1398, 1992, 1505, 2006]
color-registration-dot bbox=[1488, 2386, 1500, 2399]
slno-header-cell: Sl.no. bbox=[1185, 1481, 1505, 1503]
article-headline: छठ पूजा को लेकर एसडीओ ने की शांति समिति की बैठक bbox=[1183, 663, 1507, 718]
paragraph-text: सुनील कुमार, सूर्यदेव प्रसाद, एहतेशाम कैसर, चांदनी कुमारी, दिनमणि ठाकुर, पवन कुमार, संजय कुमार, नीलम कुमारी समेत कुल 14 प्रत्याशियों ने नामांकन पत्र दाखिल किया। अंतिम दिन नामांकन को लेकर अनुमंडल कार्यालय परिसर में काफी भीड़ देखी गई। bbox=[595, 671, 763, 776]
row-label-cell: Nature of the offences bbox=[1209, 1525, 1397, 1573]
row-value-cell: (1) नहीं (2) नहीं bbox=[1397, 1645, 1505, 1680]
pavapuri-candle-lighting-photo bbox=[1331, 204, 1516, 409]
color-registration-dot bbox=[1079, 2386, 1092, 2399]
article-body-continued bbox=[1174, 415, 1516, 646]
table-row bbox=[1185, 1889, 1505, 1965]
table-row bbox=[1185, 1481, 1505, 1503]
article-chhath-peace-meeting bbox=[1174, 660, 1516, 1185]
row-value-cell: Act 171(C), 171 (H) I.P.C 188 R.P Act bbox=[1397, 1525, 1505, 1573]
article-media-row bbox=[1174, 204, 1516, 409]
notice-field bbox=[1184, 1443, 1505, 1457]
article-byline: नवबिहार टाइम्स ब्यूरो bbox=[966, 621, 1152, 643]
sidebar-article-body bbox=[14, 195, 192, 316]
sidebar-article-text: मंगलवार को मतदाता जागरूकता अभियान के तहत 'पहले मतदान फिर जलपान' का नारा बुलंद किया गया। अधिकारियों और कर्मचारियों ने मतदाताओं को जागरूक करने का संकल्प लिया। हर घर जाकर अभियान चलाया जाएगा ताकि 6 नवंबर को सभी अपना मतदान अवश्य करें। एक-एक वोट की कीमत होती है, इसलिए कोई वोट बेकार न जाए। जीविका के प्रखंड परियोजना प्रबंधक राजेश कुमार समेत दर्जनों सदस्य रैली में शामिल हुए। bbox=[14, 1107, 192, 1240]
table-row bbox=[1185, 1645, 1505, 1680]
row-key-cell: b. bbox=[1185, 1573, 1209, 1609]
notice-field bbox=[1184, 1409, 1505, 1424]
wages-band bbox=[211, 1744, 1152, 2021]
paragraph-text: बेना थाना क्षेत्र के कोरनामा गांव में दीपावली की रात एक घर में घुसकर अज्ञात चोरों ने जेवरात समेत लाखों रुपये की संपत्ति चोरी कर ली। गृहस्वामी ने बताया कि परिवार के सभी सदस्य दीपावली की पूजा में व्यस्त थे। इसी दौरान चोरों ने घर में घुसकर आलमारी का ताला तोड़कर सोने-चांदी के जेवरात और नकदी चोरी कर ली। चोरी गए जेवरात और नकदी की कीमत करीब पांच लाख रुपये आंकी गई है। आसपास के लोगों ने देर रात कुछ संदिग्ध युवकों को देखा था। पुलिस सीसीटीवी फुटेज खंगाल रही है। एक सप्ताह के भीतर क्षेत्र में चोरी की यह तीसरी घटना है, जिससे लोगों में दहशत का माहौल है। पुलिस ने मामला दर्ज कर छानबीन शुरू कर दी है। bbox=[966, 650, 1152, 864]
sidebar-article bbox=[14, 1561, 192, 1701]
field-label: Name of Political Party bbox=[1184, 1392, 1329, 1406]
color-registration-dot bbox=[1020, 2386, 1033, 2399]
sidebar-article-body bbox=[14, 1446, 192, 1554]
paragraph-text: बिहार विधानसभा चुनाव को लेकर आदर्श आचार संहिता लागू होने के बाद से जिले में पुलिस द्वारा लगातार कार्रवाई की जा रही है। पुलिस अधीक्षक ने बताया कि आचार संहिता लागू होने के बाद से अब तक कुल 863 व्यक्तियों को गिरफ्तार किया गया है। जिसमें मुख्य रूप से अवैध शराब के मामलों में 446 लोगों की गिरफ्तारी की गई। अब तक कुल 1052.45 लीटर शराब भी बरामद की गई है। वाहन जांच अभियान के तहत 929.5 लीटर देसी विदेशी शराब जब्त की गई। 122 वारंटों का निष्पादन किया गया है। अवैध हथियार रखने के मामलों में भी गिरफ्तारियां की गई हैं। असामाजिक तत्वों के खिलाफ निरोधात्मक कार्रवाई जारी है। चुनाव को शांतिपूर्ण और निष्पक्ष संपन्न कराने को लेकर पुलिस प्रशासन पूरी तरह सख्त है। सीमावर्ती इलाकों में चेकपोस्ट बनाकर वाहनों की सघन जांच की जा रही है। पुलिस अधीक्षक ने आम लोगों से अपील की है कि चुनाव से संबंधित किसी भी गड़बड़ी की सूचना तत्काल पुलिस को दें। सूचना देने वाले का नाम गुप्त रखा जाएगा। bbox=[211, 1386, 715, 1522]
sidebar-article-text: प्रखण्ड के देवनगढ़ पंचायत के भोरमबाग गांव में नवयुवक क्लब के सौजन्य से माता लक्ष्मी की प्रतिमा स्थापित कर पूजा अर्चना की गई। क्लब के अध्यक्ष प्रवीण कुमार, सचिव प्रवीण कुमार, कोषाध्यक्ष सिंटू कुमार, राकेश कुमार, अनुज, मुन्ना आदित्य आदि ग्रामीणों का सहयोग रहा। दर्शन को लेकर दूर-दराज के गांवों से श्रद्धालुओं का तांता लगा रहा। bbox=[14, 948, 192, 1055]
article-byline: नवबिहार टाइम्स ब्यूरो bbox=[1174, 724, 1516, 745]
article-headline: नशे में ट्रक चालक ने टोल बूथ में मारी टक्कर bbox=[497, 2030, 866, 2056]
